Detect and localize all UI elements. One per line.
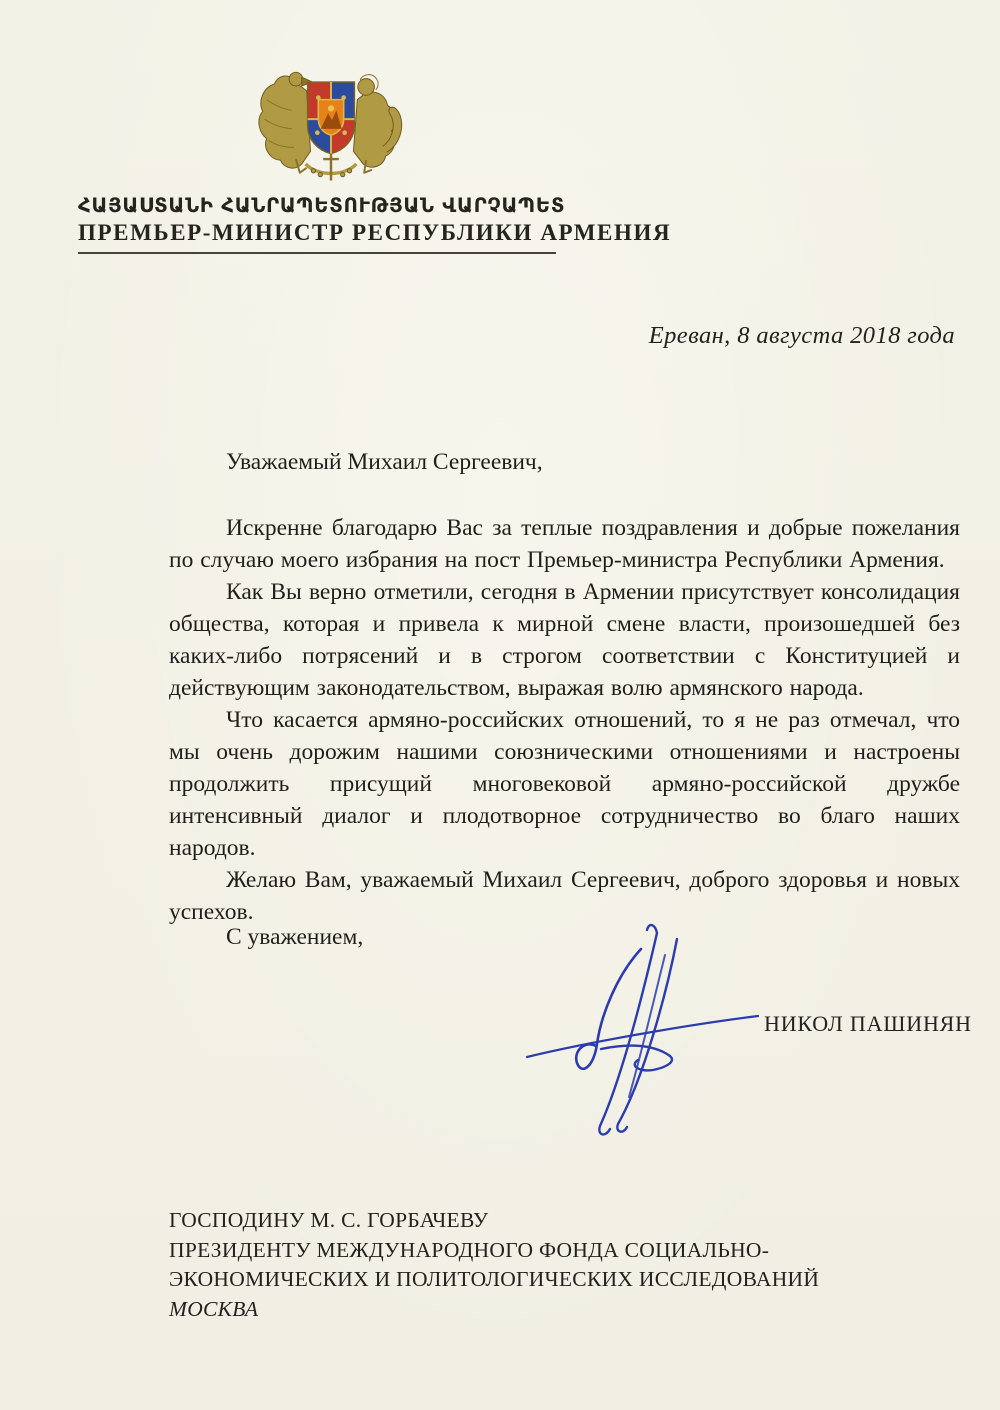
closing-salutation: С уважением, [226, 924, 364, 950]
paragraph-4: Желаю Вам, уважаемый Михаил Сергеевич, доброго здоровья и новых успехов. [169, 867, 960, 925]
letterhead-divider [78, 252, 556, 254]
letter-body [169, 512, 960, 928]
recipient-name: ГОСПОДИНУ М. С. ГОРБАЧЕВУ [169, 1208, 489, 1232]
paragraph-3: Что касается армяно-российских отношений, то я не раз отмечал, что мы очень дорожим нашими союзническими отношениями и настроены продолжить присущий многовековой армяно-российской дружбе интенсивный диалог и плодотворное сотрудничество во благо наших народов. [169, 707, 960, 861]
letterhead-title-armenian: ՀԱՅԱՍՏԱՆԻ ՀԱՆՐԱՊԵՏՈՒԹՅԱՆ ՎԱՐՉԱՊԵՏ [78, 194, 566, 217]
signer-name: НИКОЛ ПАШИНЯН [764, 1011, 972, 1036]
armenia-coat-of-arms-icon [253, 58, 409, 188]
signature-scribble-icon [505, 915, 785, 1145]
paragraph-2: Как Вы верно отметили, сегодня в Армении присутствует консолидация общества, которая и привела к мирной смене власти, произошедшей без каких-либо потрясений и в строгом соответствии с Конституцией и действующим законодательством, выражая волю армянского народа. [169, 579, 960, 701]
recipient-title-line-1: ПРЕЗИДЕНТУ МЕЖДУНАРОДНОГО ФОНДА СОЦИАЛЬНО- [169, 1237, 770, 1262]
letterhead-title-russian: ПРЕМЬЕР-МИНИСТР РЕСПУБЛИКИ АРМЕНИЯ [78, 220, 672, 245]
dateline: Ереван, 8 августа 2018 года [648, 322, 955, 349]
recipient-block [169, 1206, 819, 1324]
recipient-city: МОСКВА [169, 1296, 259, 1321]
salutation: Уважаемый Михаил Сергеевич, [226, 449, 543, 475]
recipient-title-line-2: ЭКОНОМИЧЕСКИХ И ПОЛИТОЛОГИЧЕСКИХ ИССЛЕДОВАНИЙ [169, 1267, 820, 1291]
paragraph-1: Искренне благодарю Вас за теплые поздравления и добрые пожелания по случаю моего избрания на пост Премьер-министра Республики Армения. [169, 515, 960, 573]
